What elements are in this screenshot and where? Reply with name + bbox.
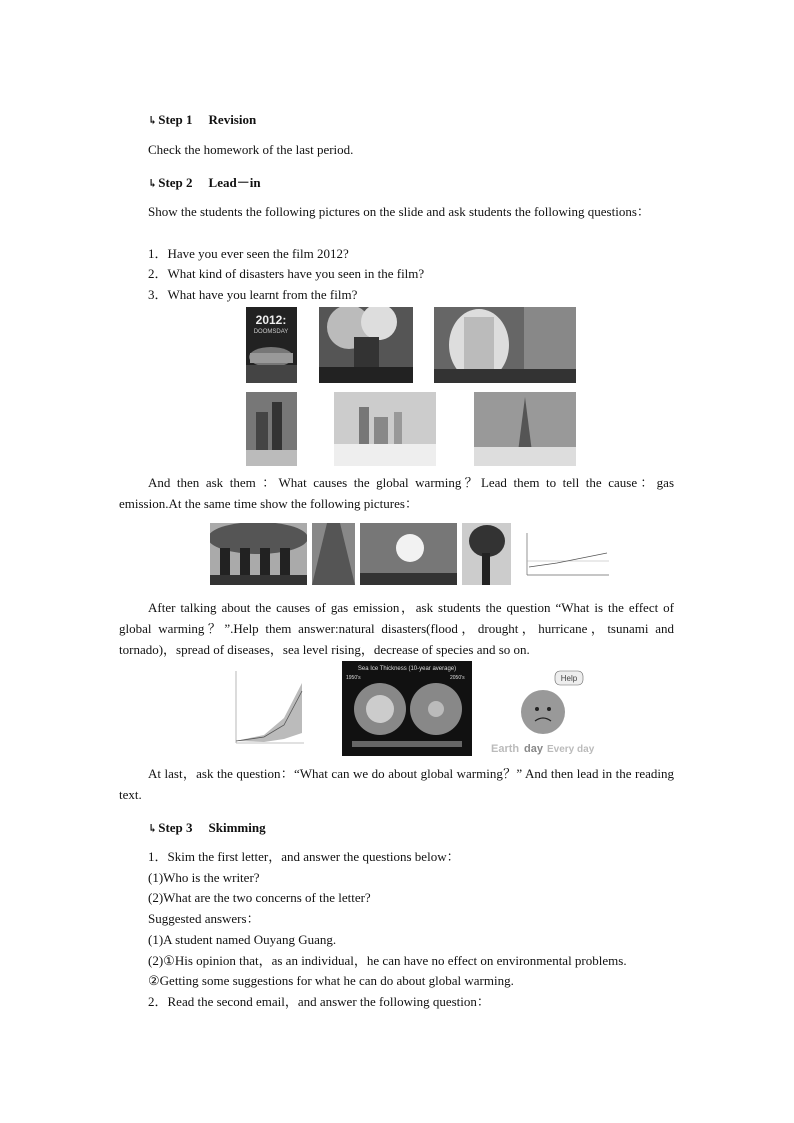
skim-line-8: 2．Read the second email，and answer the following question： xyxy=(148,994,490,1009)
skim-line-4: Suggested answers： xyxy=(148,911,260,926)
sea-level-graph xyxy=(224,663,330,755)
paragraph-last: At last，ask the question：“What can we do about global warming？” And then lead in the reading text. xyxy=(119,766,674,802)
step2-intro: Show the students the following pictures on the slide and ask students the following questions： xyxy=(148,204,650,219)
question-2: 2．What kind of disasters have you seen in the film? xyxy=(148,266,425,281)
disaster-photo-building xyxy=(319,307,413,383)
sea-ice-year-1: 1950's xyxy=(346,675,361,681)
question-3: 3．What have you learnt from the film? xyxy=(148,287,358,302)
climate-sensitivity-graph xyxy=(517,523,614,585)
smoke-plume-photo xyxy=(462,523,511,585)
step2-heading xyxy=(148,175,261,192)
skim-line-7: ②Getting some suggestions for what he can do about global warming. xyxy=(148,973,514,988)
smog-sun-photo xyxy=(360,523,457,585)
step-number: Step 3 xyxy=(158,820,193,835)
traffic-jam-photo xyxy=(312,523,355,585)
frozen-city-image xyxy=(334,392,436,466)
help-bubble-text: Help xyxy=(560,674,578,683)
step-arrow-icon: ↳ xyxy=(148,178,158,190)
disaster-photo-tower xyxy=(434,307,576,383)
frozen-eiffel-image xyxy=(474,392,576,466)
earth-day-text-1: Earth xyxy=(491,743,520,755)
step-number: Step 1 xyxy=(158,112,193,127)
step-title: Skimming xyxy=(208,820,266,835)
poster-title: 2012: xyxy=(255,313,287,327)
step-title: Revision xyxy=(208,112,257,127)
step-arrow-icon: ↳ xyxy=(148,115,158,127)
sea-ice-year-2: 2050's xyxy=(450,675,465,681)
disaster-photo-city xyxy=(246,392,297,466)
paragraph-effect: After talking about the causes of gas emission，ask students the question “What is the effect of global warming？”.Help them answer:natural disasters(flood，drought，hurricane，tsunami and tornado)，spread of diseases，sea level rising，decrease of species and so on. xyxy=(119,600,674,657)
sea-ice-map xyxy=(342,661,472,756)
skim-line-5: (1)A student named Ouyang Guang. xyxy=(148,932,337,947)
poster-subtitle: DOOMSDAY xyxy=(253,329,289,335)
step-title: Lead－in xyxy=(208,175,261,190)
paragraph-cause: And then ask them ：What causes the global warming？Lead them to tell the cause：gas emission.At the same time show the following pictures： xyxy=(119,475,674,511)
step-number: Step 2 xyxy=(158,175,193,190)
question-1: 1．Have you ever seen the film 2012? xyxy=(148,246,349,261)
skim-line-6: (2)①His opinion that，as an individual，he can have no effect on environmental problems. xyxy=(148,953,627,968)
sea-ice-title: Sea Ice Thickness (10-year average) xyxy=(357,666,457,672)
skim-line-1: 1．Skim the first letter，and answer the questions below： xyxy=(148,849,460,864)
step-arrow-icon: ↳ xyxy=(148,823,158,835)
earth-day-image xyxy=(487,667,600,756)
skim-line-2: (1)Who is the writer? xyxy=(148,870,260,885)
step1-text: Check the homework of the last period. xyxy=(148,142,354,157)
movie-poster-image xyxy=(246,307,297,383)
step1-heading xyxy=(148,112,256,129)
earth-day-text-2: day xyxy=(524,743,543,755)
skim-line-3: (2)What are the two concerns of the letter? xyxy=(148,890,371,905)
smokestacks-photo xyxy=(210,523,307,585)
step3-heading xyxy=(148,820,266,837)
earth-day-text-3: Every day xyxy=(547,744,595,755)
